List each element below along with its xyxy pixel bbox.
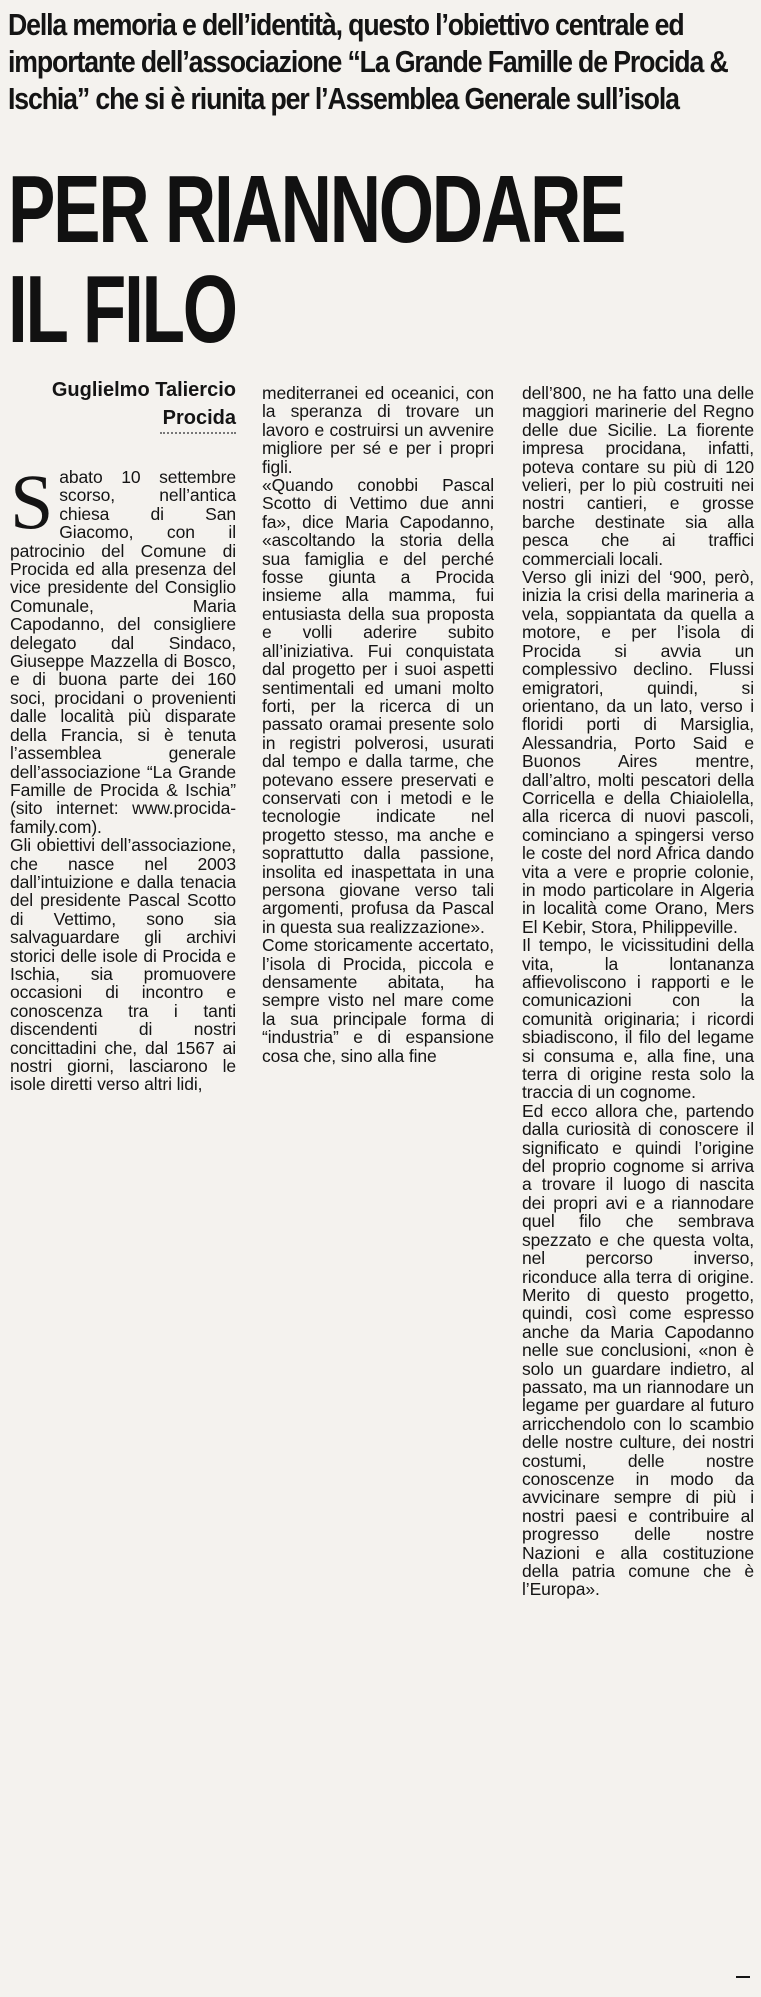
article-column-1 — [10, 458, 236, 1095]
paragraph: Ed ecco allora che, partendo dalla curiosità di conoscere il significato e quindi l’origine del proprio cognome si arriva a trovare il luogo di nascita dei propri avi e a riannodare quel filo che sembrava spezzato e che questa volta, nel percorso inverso, riconduce alla terra di origine. Merito di questo progetto, quindi, così come espresso anche da Maria Capodanno nelle sue conclusioni, «non è solo un guardare indietro, al passato, ma un riannodare un legame per guardare al futuro arricchendolo con lo scambio delle nostre culture, dei nostri costumi, delle nostre conoscenze in modo da avvicinare sempre di più i nostri paesi e contribuire al progresso delle nostre Nazioni e alla costituzione della patria comune che è l’Europa». — [522, 1100, 754, 1600]
article-kicker: Della memoria e dell’identità, questo l’obiettivo centrale ed importante dell’associazione “La Grande Famille de Procida & Ischia” che si è riunita per l’Assemblea Generale sull’isola — [8, 7, 728, 116]
paragraph: Gli obiettivi dell’associazione, che nasce nel 2003 dall’intuizione e dalla tenacia del presidente Pascal Scotto di Vettimo, sono sia salvaguardare gli archivi storici delle isole di Procida e Ischia, sia promuovere occasioni di incontro e conoscenza tra i tanti discendenti di nostri concittadini che, dal 1567 ai nostri giorni, lasciarono le isole diretti verso altri lidi, — [10, 835, 236, 1095]
headline-line-1: PER RIANNODARE — [8, 156, 625, 263]
paragraph: Il tempo, le vicissitudini della vita, la lontananza affievoliscono i rapporti e le comunicazioni con la comunità originaria; i ricordi sbiadiscono, il filo del legame si consuma e, alla fine, una terra di origine resta solo la traccia di un cognome. — [522, 935, 754, 1103]
article-column-3 — [522, 384, 754, 1599]
end-mark — [736, 1976, 750, 1978]
drop-cap: S — [10, 458, 54, 545]
byline-place: Procida — [162, 407, 236, 429]
byline-divider — [160, 432, 236, 437]
paragraph: Come storicamente accertato, l’isola di Procida, piccola e densamente abitata, ha sempre visto nel mare come la sua principale forma di “industria” e di espansione cosa che, sino alla fine — [262, 935, 494, 1066]
headline-line-2: IL FILO — [8, 256, 236, 363]
paragraph: dell’800, ne ha fatto una delle maggiori marinerie del Regno delle due Sicilie. La fiorente impresa procidana, infatti, poteva contare su più di 120 velieri, per lo più costruiti nei nostri cantieri, e grosse barche destinate sia alla pesca che ai traffici commerciali locali. — [522, 383, 754, 569]
byline — [10, 376, 236, 432]
paragraph: Verso gli inizi del ‘900, però, inizia la crisi della marineria a vela, soppiantata da quella a motore, e per l’isola di Procida si avvia un complessivo declino. Flussi emigratori, quindi, si orientano, da un lato, verso i floridi porti di Marsiglia, Alessandria, Porto Said e Buonos Aires mentre, dall’altro, molti pescatori della Corricella e della Chiaiolella, alla ricerca di nuovi pascoli, cominciano a spingersi verso le coste del nord Africa dando vita a vere e proprie colonie, in modo particolare in Algeria in località come Orano, Mers El Kebir, Stora, Philippeville. — [522, 567, 754, 937]
article-headline — [8, 156, 748, 363]
article-column-2 — [262, 384, 494, 1065]
paragraph: abato 10 settembre scorso, nell’antica chiesa di San Giacomo, con il patrocinio del Comune di Procida ed alla presenza del vice presidente del Consiglio Comunale, Maria Capodanno, del consigliere delegato dal Sindaco, Giuseppe Mazzella di Bosco, e di buona parte dei 160 soci, procidani o provenienti dalle località più disparate della Francia, si è tenuta l’assemblea generale dell’associazione “La Grande Famille de Procida & Ischia” (sito internet: www.procida-family.com). — [10, 467, 236, 837]
paragraph: «Quando conobbi Pascal Scotto di Vettimo due anni fa», dice Maria Capodanno, «ascoltando la storia della sua famiglia e del perché fosse giunta a Procida insieme alla mamma, fui entusiasta della sua proposta e volli aderire subito all’iniziativa. Fui conquistata dal progetto per i suoi aspetti sentimentali ed umani molto forti, per la ricerca di un passato oramai presente solo in registri polverosi, usurati dal tempo e dalla tarme, che potevano essere preservati e conservati con i metodi e le tecnologie indicate nel progetto stesso, ma anche e soprattutto dalla passione, insolita ed inaspettata in una persona giovane verso tali argomenti, profusa da Pascal in questa sua realizzazione». — [262, 475, 494, 937]
byline-author: Guglielmo Taliercio — [51, 379, 236, 401]
paragraph: mediterranei ed oceanici, con la speranza di trovare un lavoro e costruirsi un avvenire migliore per sé e per i propri figli. — [262, 383, 494, 477]
